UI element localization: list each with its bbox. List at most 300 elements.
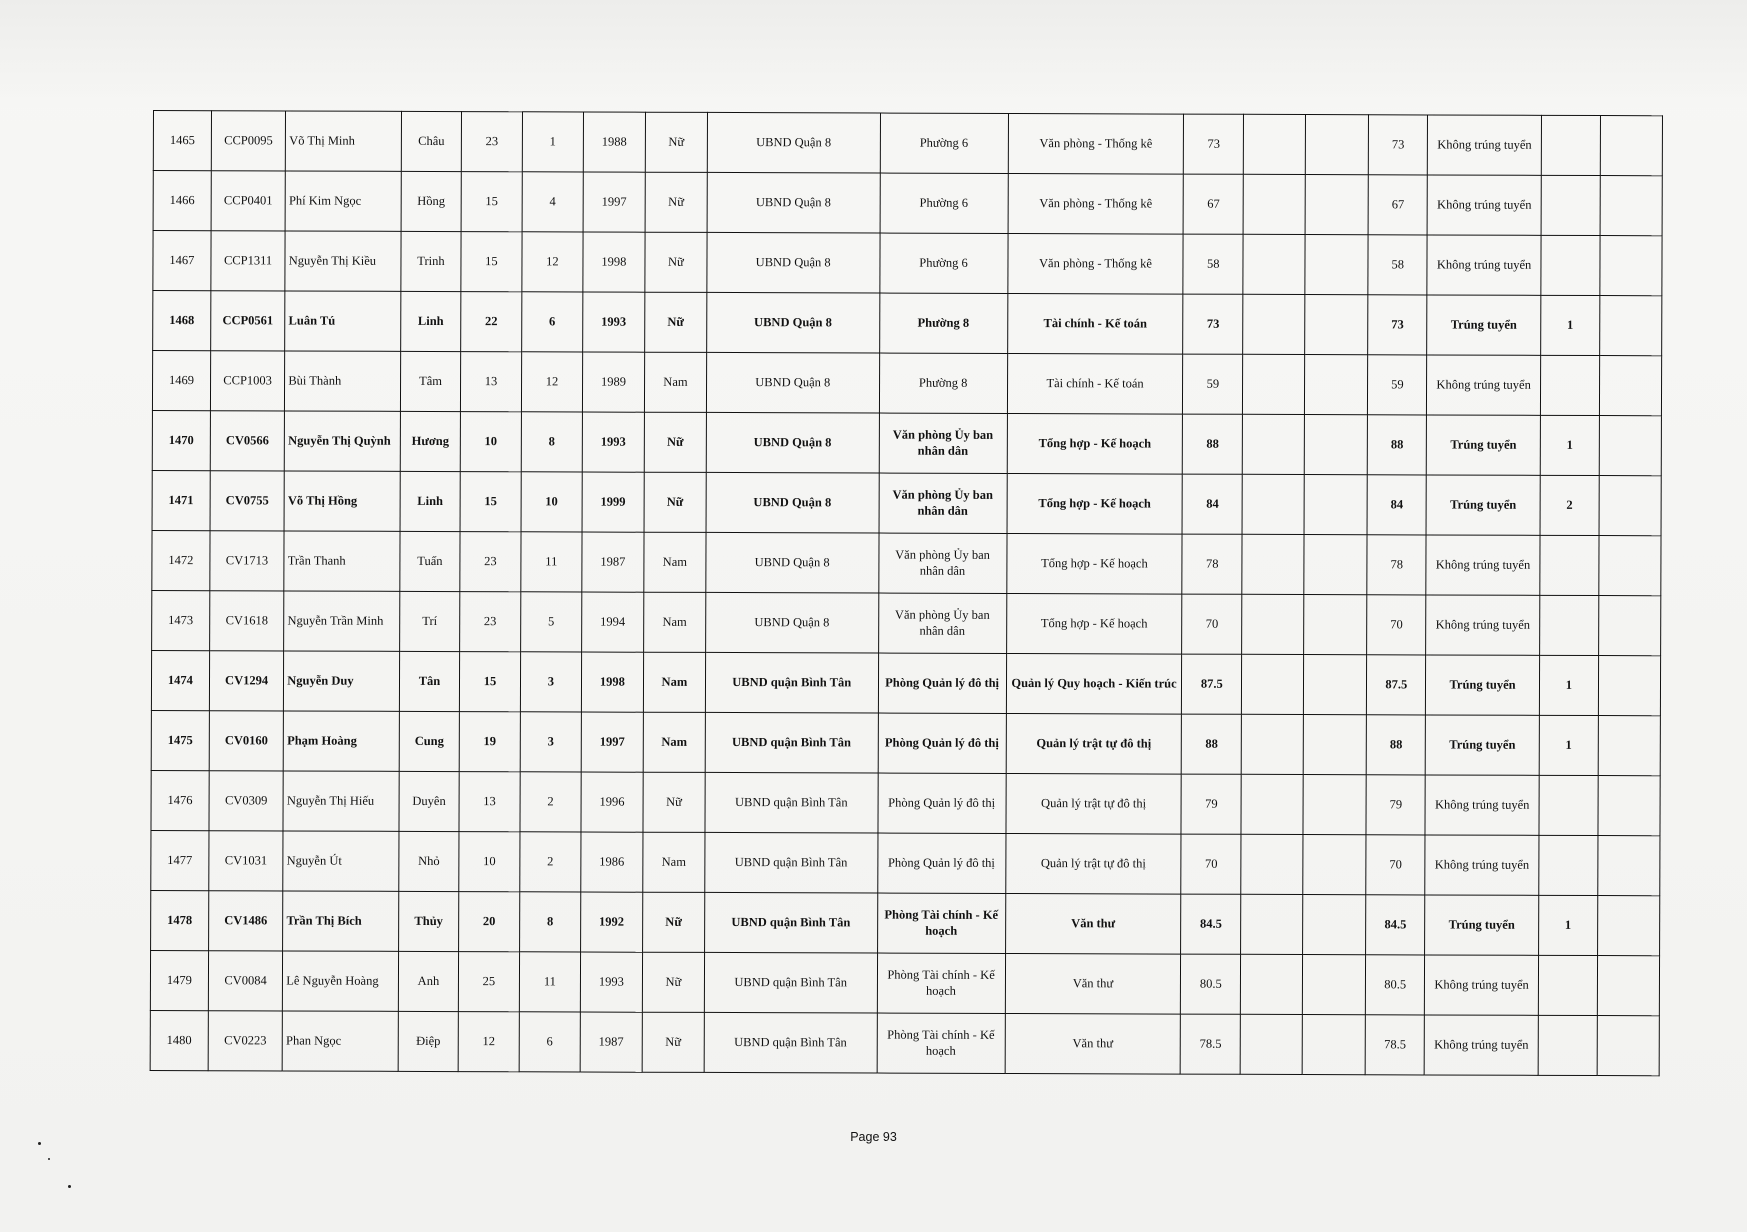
total-score-cell: 84.5 — [1366, 895, 1425, 955]
bonus-cell — [1241, 894, 1303, 954]
position-cell: Văn phòng - Thống kê — [1008, 233, 1184, 294]
total-score-cell: 87.5 — [1367, 655, 1426, 715]
birth-year-cell: 1989 — [582, 352, 644, 412]
scan-speck — [68, 1185, 71, 1188]
birth-month-cell: 2 — [520, 772, 581, 832]
rank-cell — [1541, 115, 1600, 175]
no-cell: 1475 — [151, 710, 209, 770]
sex-cell: Nữ — [645, 232, 707, 292]
score-cell: 80.5 — [1181, 954, 1241, 1014]
birth-month-cell: 5 — [521, 592, 582, 652]
position-cell: Tài chính - Kế toán — [1007, 353, 1183, 414]
sex-cell: Nam — [643, 652, 705, 712]
results-table — [150, 110, 1663, 1076]
total-score-cell: 73 — [1368, 295, 1427, 355]
result-cell: Không trúng tuyển — [1425, 775, 1539, 835]
total-score-cell: 80.5 — [1366, 955, 1425, 1015]
position-cell: Quản lý trật tự đô thị — [1005, 833, 1181, 894]
birth-month-cell: 6 — [522, 292, 583, 352]
rank-cell: 1 — [1539, 655, 1598, 715]
extra-score-cell — [1304, 535, 1367, 595]
workplace-cell: Phòng Quản lý đô thị — [878, 653, 1006, 713]
extra-score-cell — [1303, 835, 1366, 895]
table-row — [152, 410, 1661, 475]
extra-score-cell — [1302, 1015, 1365, 1075]
name-cell: Phạm Hoàng — [283, 711, 399, 771]
workplace-cell: Phường 8 — [879, 353, 1007, 413]
total-score-cell: 59 — [1368, 355, 1427, 415]
birth-month-cell: 4 — [522, 172, 583, 232]
table-row — [153, 111, 1662, 176]
name-cell: Luân Tú — [285, 291, 401, 351]
no-cell: 1468 — [153, 291, 211, 351]
given-name-cell: Hồng — [401, 171, 461, 231]
total-score-cell: 67 — [1368, 175, 1427, 235]
workplace-cell: Văn phòng Ủy ban nhân dân — [879, 473, 1007, 533]
score-cell: 70 — [1181, 834, 1241, 894]
bonus-cell — [1240, 1014, 1302, 1074]
rank-cell — [1539, 835, 1598, 895]
score-cell: 78.5 — [1181, 1014, 1241, 1074]
note-cell — [1598, 596, 1660, 656]
name-cell: Bùi Thành — [285, 351, 401, 411]
given-name-cell: Điệp — [398, 1011, 458, 1071]
birth-month-cell: 11 — [519, 952, 580, 1012]
code-cell: CV0755 — [210, 471, 285, 531]
code-cell: CV1031 — [209, 831, 284, 891]
total-score-cell: 70 — [1367, 595, 1426, 655]
birth-year-cell: 1996 — [581, 772, 643, 832]
rank-cell: 1 — [1541, 295, 1600, 355]
result-cell: Trúng tuyển — [1425, 715, 1539, 775]
sex-cell: Nam — [643, 712, 705, 772]
birth-day-cell: 23 — [461, 112, 522, 172]
birth-month-cell: 1 — [522, 112, 583, 172]
birth-day-cell: 15 — [461, 172, 522, 232]
rank-cell: 1 — [1538, 895, 1597, 955]
birth-month-cell: 8 — [520, 892, 581, 952]
unit-cell: UBND Quận 8 — [707, 232, 880, 293]
workplace-cell: Phường 8 — [879, 293, 1007, 353]
bonus-cell — [1243, 354, 1305, 414]
no-cell: 1471 — [152, 470, 210, 530]
name-cell: Trần Thanh — [284, 531, 400, 591]
rank-cell — [1538, 1015, 1597, 1075]
rank-cell: 1 — [1540, 415, 1599, 475]
position-cell: Văn thư — [1005, 953, 1181, 1014]
table-row — [151, 830, 1660, 895]
extra-score-cell — [1306, 115, 1369, 175]
birth-year-cell: 1998 — [583, 232, 645, 292]
birth-day-cell: 12 — [458, 1012, 519, 1072]
extra-score-cell — [1305, 175, 1368, 235]
bonus-cell — [1243, 234, 1305, 294]
birth-day-cell: 10 — [460, 412, 521, 472]
given-name-cell: Anh — [398, 951, 458, 1011]
bonus-cell — [1244, 114, 1306, 174]
given-name-cell: Châu — [401, 111, 461, 171]
unit-cell: UBND Quận 8 — [706, 592, 879, 653]
name-cell: Nguyễn Duy — [284, 651, 400, 711]
no-cell: 1476 — [151, 770, 209, 830]
score-cell: 73 — [1183, 294, 1243, 354]
position-cell: Tài chính - Kế toán — [1007, 293, 1183, 354]
bonus-cell — [1241, 834, 1303, 894]
table-row — [152, 590, 1661, 655]
position-cell: Tổng hợp - Kế hoạch — [1006, 593, 1182, 654]
table-row — [153, 231, 1662, 296]
unit-cell: UBND quận Bình Tân — [705, 832, 878, 893]
result-cell: Trúng tuyển — [1426, 475, 1540, 535]
extra-score-cell — [1304, 655, 1367, 715]
code-cell: CV1618 — [209, 591, 284, 651]
extra-score-cell — [1303, 955, 1366, 1015]
birth-year-cell: 1987 — [580, 1012, 642, 1072]
rank-cell — [1540, 355, 1599, 415]
table-row — [151, 650, 1660, 715]
unit-cell: UBND quận Bình Tân — [705, 772, 878, 833]
score-cell: 78 — [1182, 534, 1242, 594]
code-cell: CV0160 — [209, 711, 284, 771]
bonus-cell — [1243, 174, 1305, 234]
name-cell: Nguyễn Út — [283, 831, 399, 891]
code-cell: CCP1003 — [210, 351, 285, 411]
rank-cell — [1540, 535, 1599, 595]
sex-cell: Nữ — [644, 472, 706, 532]
note-cell — [1599, 296, 1661, 356]
code-cell: CV1486 — [208, 891, 283, 951]
score-cell: 59 — [1183, 354, 1243, 414]
score-cell: 79 — [1181, 774, 1241, 834]
rank-cell — [1540, 595, 1599, 655]
given-name-cell: Cung — [399, 711, 459, 771]
name-cell: Võ Thị Hồng — [284, 471, 400, 531]
note-cell — [1598, 776, 1660, 836]
birth-month-cell: 11 — [521, 532, 582, 592]
result-cell: Không trúng tuyển — [1427, 235, 1541, 295]
sex-cell: Nữ — [642, 892, 704, 952]
position-cell: Văn phòng - Thống kê — [1008, 113, 1184, 174]
no-cell: 1467 — [153, 231, 211, 291]
note-cell — [1599, 356, 1661, 416]
note-cell — [1600, 176, 1662, 236]
given-name-cell: Thủy — [399, 891, 459, 951]
total-score-cell: 73 — [1369, 115, 1428, 175]
score-cell: 58 — [1183, 234, 1243, 294]
result-cell: Không trúng tuyển — [1427, 175, 1541, 235]
birth-month-cell: 12 — [521, 352, 582, 412]
birth-day-cell: 23 — [460, 532, 521, 592]
workplace-cell: Phòng Quản lý đô thị — [878, 713, 1006, 773]
sex-cell: Nữ — [642, 952, 704, 1012]
sex-cell: Nữ — [645, 172, 707, 232]
code-cell: CV1713 — [210, 531, 285, 591]
birth-day-cell: 13 — [459, 772, 520, 832]
result-cell: Trúng tuyển — [1427, 295, 1541, 355]
position-cell: Văn thư — [1005, 893, 1181, 954]
unit-cell: UBND quận Bình Tân — [704, 892, 877, 953]
result-cell: Không trúng tuyển — [1426, 595, 1540, 655]
name-cell: Nguyễn Thị Quỳnh — [285, 411, 401, 471]
extra-score-cell — [1305, 355, 1368, 415]
result-cell: Trúng tuyển — [1426, 415, 1540, 475]
given-name-cell: Trinh — [401, 231, 461, 291]
birth-year-cell: 1986 — [581, 832, 643, 892]
sex-cell: Nam — [643, 832, 705, 892]
extra-score-cell — [1304, 475, 1367, 535]
birth-year-cell: 1987 — [582, 532, 644, 592]
birth-month-cell: 10 — [521, 472, 582, 532]
name-cell: Nguyễn Trần Minh — [284, 591, 400, 651]
total-score-cell: 79 — [1366, 775, 1425, 835]
birth-year-cell: 1998 — [581, 652, 643, 712]
extra-score-cell — [1304, 595, 1367, 655]
table-row — [151, 710, 1660, 775]
total-score-cell: 88 — [1368, 415, 1427, 475]
total-score-cell: 78 — [1367, 535, 1426, 595]
birth-year-cell: 1994 — [582, 592, 644, 652]
table-row — [151, 770, 1660, 835]
birth-day-cell: 25 — [458, 952, 519, 1012]
birth-month-cell: 2 — [520, 832, 581, 892]
workplace-cell: Phòng Quản lý đô thị — [877, 773, 1005, 833]
score-cell: 84 — [1182, 474, 1242, 534]
unit-cell: UBND quận Bình Tân — [704, 1012, 877, 1073]
birth-year-cell: 1999 — [582, 472, 644, 532]
given-name-cell: Linh — [400, 471, 460, 531]
score-cell: 88 — [1182, 714, 1242, 774]
birth-year-cell: 1997 — [583, 172, 645, 232]
no-cell: 1465 — [153, 111, 211, 171]
birth-day-cell: 20 — [459, 892, 520, 952]
given-name-cell: Tâm — [400, 351, 460, 411]
workplace-cell: Văn phòng Ủy ban nhân dân — [879, 413, 1007, 473]
workplace-cell: Phòng Tài chính - Kế hoạch — [877, 1013, 1005, 1073]
birth-day-cell: 15 — [460, 472, 521, 532]
score-cell: 87.5 — [1182, 654, 1242, 714]
table-row — [150, 950, 1659, 1015]
total-score-cell: 70 — [1366, 835, 1425, 895]
score-cell: 73 — [1184, 114, 1244, 174]
bonus-cell — [1242, 534, 1304, 594]
sex-cell: Nam — [644, 352, 706, 412]
unit-cell: UBND quận Bình Tân — [705, 652, 878, 713]
total-score-cell: 78.5 — [1365, 1015, 1424, 1075]
birth-day-cell: 15 — [459, 652, 520, 712]
no-cell: 1479 — [150, 950, 208, 1010]
workplace-cell: Phòng Tài chính - Kế hoạch — [877, 953, 1005, 1013]
score-cell: 84.5 — [1181, 894, 1241, 954]
bonus-cell — [1241, 714, 1303, 774]
scan-speck — [48, 1158, 50, 1160]
score-cell: 67 — [1183, 174, 1243, 234]
sex-cell: Nữ — [643, 772, 705, 832]
sex-cell: Nam — [644, 592, 706, 652]
table-row — [153, 291, 1662, 356]
birth-month-cell: 3 — [520, 712, 581, 772]
note-cell — [1599, 536, 1661, 596]
position-cell: Tổng hợp - Kế hoạch — [1007, 473, 1183, 534]
sex-cell: Nữ — [644, 412, 706, 472]
birth-month-cell: 6 — [519, 1012, 580, 1072]
position-cell: Tổng hợp - Kế hoạch — [1007, 413, 1183, 474]
table-row — [150, 1010, 1659, 1075]
extra-score-cell — [1303, 775, 1366, 835]
birth-day-cell: 19 — [459, 712, 520, 772]
no-cell: 1473 — [152, 590, 210, 650]
result-cell: Không trúng tuyển — [1425, 835, 1539, 895]
bonus-cell — [1243, 414, 1305, 474]
sex-cell: Nữ — [642, 1012, 704, 1072]
note-cell — [1597, 1016, 1659, 1076]
position-cell: Quản lý trật tự đô thị — [1006, 713, 1182, 774]
name-cell: Nguyễn Thị Kiều — [285, 231, 401, 291]
no-cell: 1470 — [152, 410, 210, 470]
table-row — [152, 351, 1661, 416]
name-cell: Phí Kim Ngọc — [285, 171, 401, 231]
table-row — [152, 470, 1661, 535]
name-cell: Phan Ngọc — [282, 1011, 398, 1071]
result-cell: Không trúng tuyển — [1425, 955, 1539, 1015]
birth-day-cell: 22 — [461, 292, 522, 352]
scan-speck — [38, 1142, 41, 1145]
score-cell: 88 — [1183, 414, 1243, 474]
note-cell — [1600, 236, 1662, 296]
table-body — [150, 111, 1662, 1076]
unit-cell: UBND Quận 8 — [707, 292, 880, 353]
position-cell: Văn thư — [1005, 1013, 1181, 1074]
note-cell — [1599, 416, 1661, 476]
extra-score-cell — [1303, 895, 1366, 955]
unit-cell: UBND Quận 8 — [706, 532, 879, 593]
bonus-cell — [1241, 774, 1303, 834]
code-cell: CCP1311 — [211, 231, 286, 291]
workplace-cell: Văn phòng Ủy ban nhân dân — [878, 533, 1006, 593]
workplace-cell: Phòng Quản lý đô thị — [877, 833, 1005, 893]
birth-year-cell: 1997 — [581, 712, 643, 772]
extra-score-cell — [1303, 715, 1366, 775]
name-cell: Võ Thị Minh — [286, 111, 402, 171]
birth-year-cell: 1993 — [583, 292, 645, 352]
rank-cell — [1541, 235, 1600, 295]
extra-score-cell — [1305, 235, 1368, 295]
bonus-cell — [1241, 954, 1303, 1014]
table-row — [153, 171, 1662, 236]
unit-cell: UBND quận Bình Tân — [704, 952, 877, 1013]
note-cell — [1599, 476, 1661, 536]
result-cell: Không trúng tuyển — [1424, 1015, 1538, 1075]
name-cell: Nguyễn Thị Hiếu — [283, 771, 399, 831]
workplace-cell: Văn phòng Ủy ban nhân dân — [878, 593, 1006, 653]
no-cell: 1469 — [152, 351, 210, 411]
unit-cell: UBND Quận 8 — [707, 172, 880, 233]
extra-score-cell — [1305, 415, 1368, 475]
code-cell: CV1294 — [209, 651, 284, 711]
unit-cell: UBND Quận 8 — [706, 352, 879, 413]
birth-day-cell: 23 — [460, 592, 521, 652]
bonus-cell — [1242, 594, 1304, 654]
birth-month-cell: 8 — [521, 412, 582, 472]
no-cell: 1477 — [151, 830, 209, 890]
rank-cell — [1538, 955, 1597, 1015]
rank-cell: 2 — [1540, 475, 1599, 535]
note-cell — [1598, 836, 1660, 896]
rank-cell — [1539, 775, 1598, 835]
birth-month-cell: 3 — [520, 652, 581, 712]
birth-day-cell: 10 — [459, 832, 520, 892]
code-cell: CCP0095 — [211, 111, 286, 171]
no-cell: 1480 — [150, 1010, 208, 1070]
bonus-cell — [1242, 654, 1304, 714]
code-cell: CV0309 — [209, 771, 284, 831]
note-cell — [1600, 116, 1662, 176]
birth-year-cell: 1993 — [580, 952, 642, 1012]
code-cell: CV0566 — [210, 411, 285, 471]
note-cell — [1598, 716, 1660, 776]
sex-cell: Nữ — [645, 292, 707, 352]
total-score-cell: 88 — [1367, 715, 1426, 775]
birth-year-cell: 1992 — [580, 892, 642, 952]
rank-cell — [1541, 175, 1600, 235]
birth-day-cell: 13 — [460, 352, 521, 412]
extra-score-cell — [1305, 295, 1368, 355]
given-name-cell: Trí — [400, 591, 460, 651]
code-cell: CV0223 — [208, 1011, 283, 1071]
workplace-cell: Phòng Tài chính - Kế hoạch — [877, 893, 1005, 953]
birth-month-cell: 12 — [522, 232, 583, 292]
position-cell: Văn phòng - Thống kê — [1008, 173, 1184, 234]
workplace-cell: Phường 6 — [880, 173, 1008, 233]
code-cell: CCP0561 — [211, 291, 286, 351]
workplace-cell: Phường 6 — [880, 113, 1008, 173]
birth-day-cell: 15 — [461, 232, 522, 292]
scan-shadow — [0, 0, 1747, 110]
score-cell: 70 — [1182, 594, 1242, 654]
table-row — [152, 530, 1661, 595]
unit-cell: UBND quận Bình Tân — [705, 712, 878, 773]
birth-year-cell: 1988 — [583, 112, 645, 172]
total-score-cell: 84 — [1367, 475, 1426, 535]
rank-cell: 1 — [1539, 715, 1598, 775]
no-cell: 1472 — [152, 530, 210, 590]
position-cell: Quản lý Quy hoạch - Kiến trúc — [1006, 653, 1182, 714]
total-score-cell: 58 — [1368, 235, 1427, 295]
workplace-cell: Phường 6 — [879, 233, 1007, 293]
result-cell: Không trúng tuyển — [1427, 355, 1541, 415]
bonus-cell — [1242, 474, 1304, 534]
note-cell — [1597, 956, 1659, 1016]
result-cell: Không trúng tuyển — [1426, 535, 1540, 595]
note-cell — [1598, 656, 1660, 716]
sex-cell: Nữ — [645, 112, 707, 172]
unit-cell: UBND Quận 8 — [707, 112, 880, 173]
position-cell: Quản lý trật tự đô thị — [1006, 773, 1182, 834]
name-cell: Trần Thị Bích — [283, 891, 399, 951]
no-cell: 1478 — [151, 890, 209, 950]
result-cell: Trúng tuyển — [1426, 655, 1540, 715]
no-cell: 1466 — [153, 171, 211, 231]
no-cell: 1474 — [151, 650, 209, 710]
given-name-cell: Tân — [399, 651, 459, 711]
given-name-cell: Linh — [401, 291, 461, 351]
sex-cell: Nam — [644, 532, 706, 592]
name-cell: Lê Nguyễn Hoàng — [283, 951, 399, 1011]
given-name-cell: Nhỏ — [399, 831, 459, 891]
code-cell: CV0084 — [208, 951, 283, 1011]
code-cell: CCP0401 — [211, 171, 286, 231]
given-name-cell: Duyên — [399, 771, 459, 831]
page-number: Page 93 — [850, 1130, 897, 1144]
